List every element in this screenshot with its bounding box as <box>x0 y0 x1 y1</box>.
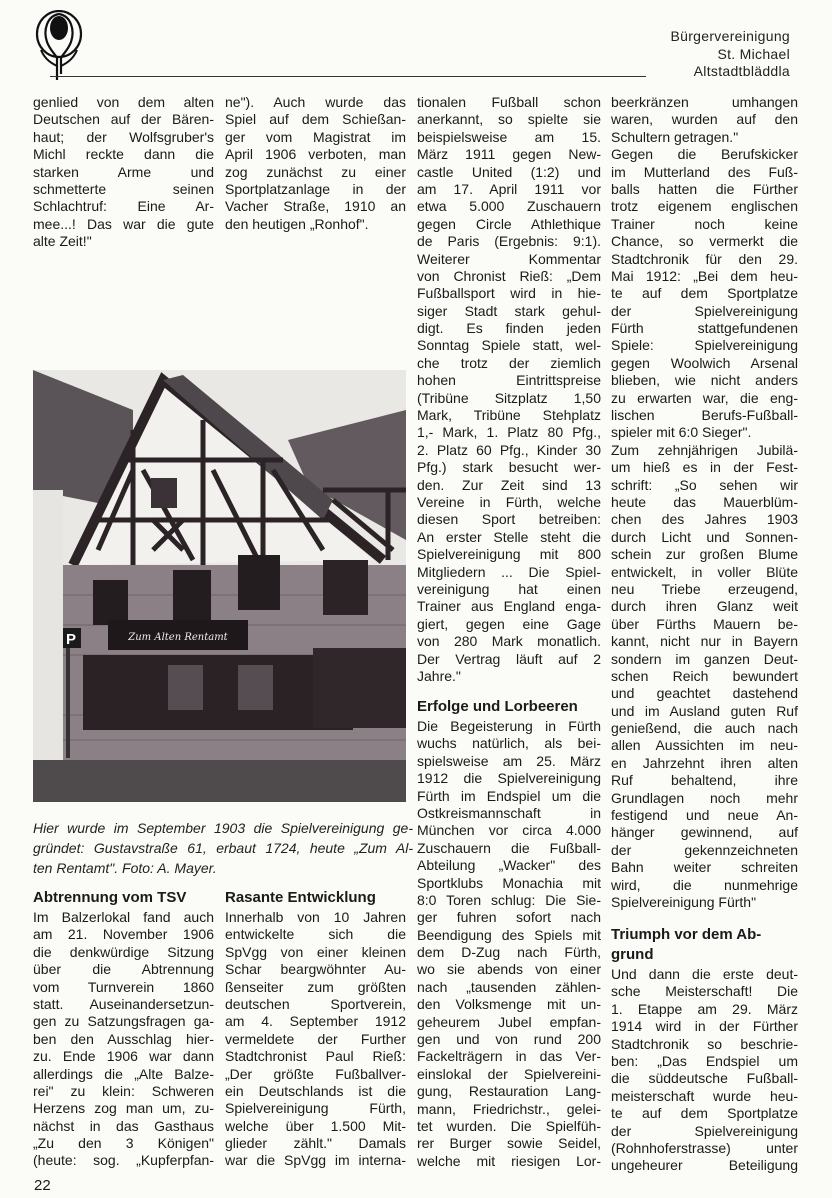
text-line: te auf dem Sportplatze <box>611 285 798 302</box>
publication-header <box>670 28 790 81</box>
text-line: geheurem Jubel empfan- <box>417 1013 601 1030</box>
text-line: „Zu den 3 Königen" <box>33 1135 214 1152</box>
text-line: welche mit riesigen Lor- <box>417 1152 601 1169</box>
text-line: ßenseiter zum größten <box>225 978 406 995</box>
text-line: Trainer noch keine <box>611 215 798 232</box>
text-line: Beendigung des Spiels mit <box>417 926 601 943</box>
text-line: zu. Ende 1906 war dann <box>33 1048 214 1065</box>
text-line: 8:0 Toren schlug: Die Sie- <box>417 891 601 908</box>
paragraph <box>225 94 406 233</box>
text-line: von Chronist Rieß: „Dem <box>417 267 601 284</box>
text-line: Spielvereinigung Fürth, <box>225 1100 406 1117</box>
text-line: Sonntag Spiele statt, wel- <box>417 337 601 354</box>
text-line: schrift: „So sehen wir <box>611 476 798 493</box>
text-line: Michl reckte dann die <box>33 146 214 163</box>
text-line: am 17. April 1911 vor <box>417 180 601 197</box>
text-line: Zuschauern die Fußball- <box>417 839 601 856</box>
text-line: hohen Eintrittspreise <box>417 372 601 389</box>
text-line: genießend, die auch nach <box>611 720 798 737</box>
text-line: am 21. November 1906 <box>33 926 214 943</box>
column-2-bottom <box>225 889 406 1170</box>
text-line: Jahre." <box>417 667 461 684</box>
text-line: 2. Platz 60 Pfg., Kinder 30 <box>417 441 601 458</box>
caption-line: Hier wurde im September 1903 die Spielvereinigung ge- <box>33 820 413 836</box>
text-line: blieben, wie nicht anders <box>611 372 798 389</box>
text-line: wird, die nunmehrige <box>611 876 798 893</box>
text-line: Fürth im Endspiel um die <box>417 787 601 804</box>
text-line: Spielvereinigung Fürth" <box>611 893 757 910</box>
text-line: gung, Restauration Lang- <box>417 1083 601 1100</box>
caption-line: ten Rentamt". Foto: A. Mayer. <box>33 860 217 876</box>
text-line: entwickelte sich die <box>225 926 406 943</box>
text-line: Im Balzerlokal fand auch <box>33 909 214 925</box>
column-1-top <box>33 94 214 251</box>
text-line: alte Zeit!" <box>33 233 92 250</box>
text-line: 1914 wird in der Fürther <box>611 1018 798 1035</box>
column-1-bottom <box>33 889 214 1170</box>
text-line: heute das Mauerblüm- <box>611 493 798 510</box>
text-line: Vereine in Fürth, welche <box>417 493 601 510</box>
text-line: ger vom Magistrat im <box>225 128 406 145</box>
text-line: Weiterer Kommentar <box>417 250 601 267</box>
section-heading: Rasante Entwicklung <box>225 889 376 906</box>
text-line: etwa 5.000 Zuschauern <box>417 198 601 215</box>
text-line: Mitgliedern ... Die Spiel- <box>417 563 601 580</box>
text-line: rei" zu klein: Schweren <box>33 1082 214 1099</box>
text-line: balls hatten die Fürther <box>611 180 798 197</box>
text-line: zu erwarten war, die eng- <box>611 389 798 406</box>
paragraph <box>225 909 406 1170</box>
column-4-top <box>611 94 798 911</box>
text-line: um hieß es in der Fest- <box>611 459 798 476</box>
text-line: den heutigen „Ronhof". <box>225 215 369 232</box>
text-line: An erster Stelle steht die <box>417 528 601 545</box>
text-line: Fürth stattgefundenen <box>611 320 798 337</box>
text-line: 1. Etappe am 29. März <box>611 1000 798 1017</box>
text-line: der gekennzeichneten <box>611 841 798 858</box>
text-line: vereinigung hat einen <box>417 580 601 597</box>
text-line: 1,- Mark, 1. Platz 80 Pfg., <box>417 424 601 441</box>
paragraph <box>611 94 798 146</box>
column-4-bottom <box>611 926 798 1175</box>
text-line: deutschen Sportverein, <box>225 995 406 1012</box>
text-line: che trotz der ziemlich <box>417 354 601 371</box>
text-line: gegen Circle Athlethique <box>417 215 601 232</box>
text-line: Stadtchronik so beschrie- <box>611 1035 798 1052</box>
text-line: ben den Ausschlag hier- <box>33 1030 214 1047</box>
text-line: lischen Berufs-Fußball- <box>611 407 798 424</box>
text-line: en Jahrzehnt ihren alten <box>611 754 798 771</box>
text-line: neu Triebe erzeugend, <box>611 580 798 597</box>
text-line: Sportklubs Monachia mit <box>417 874 601 891</box>
text-line: Und dann die erste deut- <box>611 966 798 982</box>
paragraph <box>611 442 798 912</box>
text-line: April 1906 verboten, man <box>225 146 406 163</box>
text-line: tionalen Fußball schon <box>417 94 601 110</box>
text-line: tet wurden. Die Spielfüh- <box>417 1117 601 1134</box>
restaurant-sign-text: Zum Alten Rentamt <box>128 632 228 643</box>
text-line: Mark, Tribüne Stehplatz <box>417 407 601 424</box>
text-line: SpVgg von einer kleinen <box>225 943 406 960</box>
text-line: allerdings die „Alte Balze- <box>33 1065 214 1082</box>
text-line: München vor circa 4.000 <box>417 822 601 839</box>
text-line: die süddeutsche Fußball- <box>611 1070 798 1087</box>
text-line: castle United (1:2) und <box>417 163 601 180</box>
association-logo-icon <box>33 10 89 82</box>
building-photo <box>33 370 406 802</box>
text-line: Die Begeisterung in Fürth <box>417 718 601 734</box>
text-line: (heute: sog. „Kupferpfan- <box>33 1152 214 1169</box>
text-line: Trainer aus England enga- <box>417 598 601 615</box>
page-number: 22 <box>34 1177 51 1194</box>
caption-line: gründet: Gustavstraße 61, erbaut 1724, heute „Zum Al- <box>33 840 413 856</box>
text-line: schen Reich bewundert <box>611 667 798 684</box>
text-line: „Der größte Fußballver- <box>225 1065 406 1082</box>
text-line: Sportplatzanlage in der <box>225 180 406 197</box>
text-line: nächst in das Gasthaus <box>33 1117 214 1134</box>
column-2-top <box>225 94 406 233</box>
text-line: und im Ausland guten Ruf <box>611 702 798 719</box>
text-line: gen zu Satzungsfragen ga- <box>33 1013 214 1030</box>
text-line: Pfg.) stark besucht wer- <box>417 459 601 476</box>
text-line: welche über 1.500 Mit- <box>225 1117 406 1134</box>
text-line: ein Deutschlands ist die <box>225 1082 406 1099</box>
text-line: den Volksmenge mit un- <box>417 996 601 1013</box>
text-line: 1912 die Spielvereinigung <box>417 770 601 787</box>
text-line: den. Zur Zeit sind 13 <box>417 476 601 493</box>
text-line: kannt, nicht nur in Bayern <box>611 633 798 650</box>
text-line: Stadtchronist Paul Rieß: <box>225 1048 406 1065</box>
text-line: Schlachtruf: Eine Ar- <box>33 198 214 215</box>
text-line: statt. Auseinandersetzun- <box>33 995 214 1012</box>
text-line: März 1911 gegen New- <box>417 146 601 163</box>
text-line: gegen Woolwich Arsenal <box>611 354 798 371</box>
text-line: über Fürths Mauern be- <box>611 615 798 632</box>
text-line: Deutschen auf der Bären- <box>33 111 214 128</box>
text-line: über die Abtrennung <box>33 961 214 978</box>
text-line: gen und von rund 200 <box>417 1031 601 1048</box>
text-line: Fackelträgern in das Ver- <box>417 1048 601 1065</box>
text-line: durch ihren Glanz weit <box>611 598 798 615</box>
text-line: im Mutterland des Fuß- <box>611 163 798 180</box>
column-3-bottom <box>417 698 601 1170</box>
text-line: Spielvereinigung mit 800 <box>417 546 601 563</box>
text-line: trotz eigenem englischen <box>611 198 798 215</box>
text-line: ne"). Auch wurde das <box>225 94 406 110</box>
text-line: und geachtet dastehend <box>611 685 798 702</box>
section-heading: Triumph vor dem Ab- <box>611 926 762 943</box>
text-line: haut; der Wolfsgruber's <box>33 128 214 145</box>
text-line: Herzens zog man um, zu- <box>33 1100 214 1117</box>
text-line: Chance, so vermerkt die <box>611 233 798 250</box>
text-line: schein zur großen Blume <box>611 546 798 563</box>
text-line: von 280 Mark monatlich. <box>417 633 601 650</box>
text-line: Schar beargwöhnter Au- <box>225 961 406 978</box>
text-line: festigend und neue An- <box>611 807 798 824</box>
text-line: genlied von dem alten <box>33 94 214 110</box>
text-line: chen des Jahres 1903 <box>611 511 798 528</box>
text-line: allen Aussichten im neu- <box>611 737 798 754</box>
parking-sign-text: P <box>65 631 77 648</box>
text-line: zog zunächst zu einer <box>225 163 406 180</box>
text-line: mann, Friedrichstr., gelei- <box>417 1100 601 1117</box>
paragraph <box>417 94 601 685</box>
text-line: Abteilung „Wacker" des <box>417 857 601 874</box>
text-line: giert, gegen eine Gage <box>417 615 601 632</box>
text-line: einslokal der Spielvereini- <box>417 1065 601 1082</box>
text-line: Der Vertrag läuft auf 2 <box>417 650 601 667</box>
text-line: Fußballsport wird in hie- <box>417 285 601 302</box>
text-line: entwickelt, in voller Blüte <box>611 563 798 580</box>
section-heading: grund <box>611 946 654 963</box>
text-line: Schultern getragen." <box>611 128 739 145</box>
header-org-line1: Bürgervereinigung <box>670 28 790 44</box>
text-line: schmetterte seinen <box>33 180 214 197</box>
text-line: durch Licht und Sonnen- <box>611 528 798 545</box>
text-line: (Tribüne Sitzplatz 1,50 <box>417 389 601 406</box>
text-line: Gegen die Berufskicker <box>611 146 798 163</box>
text-line: die denkwürdige Sitzung <box>33 943 214 960</box>
text-line: der Spielvereinigung <box>611 1122 798 1139</box>
text-line: nach „tausenden zählen- <box>417 978 601 995</box>
text-line: sche Meisterschaft! Die <box>611 983 798 1000</box>
text-line: waren, wurden auf den <box>611 111 798 128</box>
text-line: vermeldete der Further <box>225 1030 406 1047</box>
text-line: meisterschaft wurde heu- <box>611 1087 798 1104</box>
text-line: rer Burger sowie Seidel, <box>417 1135 601 1152</box>
text-line: Ruf behaltend, ihre <box>611 772 798 789</box>
header-publication-title: Altstadtbläddla <box>693 63 790 79</box>
text-line: hänger gewinnend, auf <box>611 824 798 841</box>
text-line: dem D-Zug nach Fürth, <box>417 944 601 961</box>
header-rule <box>50 76 646 77</box>
text-line: spieler mit 6:0 Sieger". <box>611 424 752 441</box>
text-line: wuchs natürlich, als bei- <box>417 735 601 752</box>
text-line: (Rohnhoferstrasse) unter <box>611 1139 798 1156</box>
paragraph <box>33 909 214 1170</box>
text-line: Vacher Straße, 1910 an <box>225 198 406 215</box>
paragraph <box>417 718 601 1170</box>
text-line: spielsweise am 25. März <box>417 752 601 769</box>
text-line: starken Arme und <box>33 163 214 180</box>
paragraph <box>611 146 798 442</box>
text-line: Innerhalb von 10 Jahren <box>225 909 406 925</box>
text-line: ger fuhren sofort nach <box>417 909 601 926</box>
text-line: ungeheurer Beteiligung <box>611 1157 798 1174</box>
text-line: Spiel auf dem Schießan- <box>225 111 406 128</box>
column-3-top <box>417 94 601 685</box>
text-line: digt. Es finden jeden <box>417 320 601 337</box>
text-line: de Paris (Ergebnis: 9:1). <box>417 233 601 250</box>
paragraph <box>33 94 214 251</box>
photo-caption <box>33 818 413 878</box>
section-heading: Abtrennung vom TSV <box>33 889 187 906</box>
section-heading: Erfolge und Lorbeeren <box>417 698 578 715</box>
text-line: te auf dem Sportplatze <box>611 1105 798 1122</box>
text-line: anerkannt, so spielte sie <box>417 111 601 128</box>
text-line: vom Turnverein 1860 <box>33 978 214 995</box>
text-line: ben: „Das Endspiel um <box>611 1052 798 1069</box>
header-org-line2: St. Michael <box>717 45 790 62</box>
text-line: mee...! Das war die gute <box>33 215 214 232</box>
text-line: Spiele: Spielvereinigung <box>611 337 798 354</box>
text-line: diesen Sport betreiben: <box>417 511 601 528</box>
text-line: war die SpVgg im interna- <box>225 1152 406 1169</box>
text-line: wo sie abends von einer <box>417 961 601 978</box>
text-line: sondern im ganzen Deut- <box>611 650 798 667</box>
text-line: beispielsweise am 15. <box>417 128 601 145</box>
text-line: Zum zehnjährigen Jubilä- <box>611 441 798 458</box>
text-line: beerkränzen umhangen <box>611 94 798 110</box>
text-line: am 4. September 1912 <box>225 1013 406 1030</box>
text-line: glieder zählt." Damals <box>225 1135 406 1152</box>
paragraph <box>611 966 798 1175</box>
text-line: Mai 1912: „Bei dem heu- <box>611 267 798 284</box>
text-line: Grundlagen noch mehr <box>611 789 798 806</box>
text-line: siger Stadt stark gehul- <box>417 302 601 319</box>
text-line: der Spielvereinigung <box>611 302 798 319</box>
text-line: Stadtchronik für den 29. <box>611 250 798 267</box>
text-line: Ostkreismannschaft in <box>417 804 601 821</box>
text-line: Bahn weiter schreiten <box>611 859 798 876</box>
